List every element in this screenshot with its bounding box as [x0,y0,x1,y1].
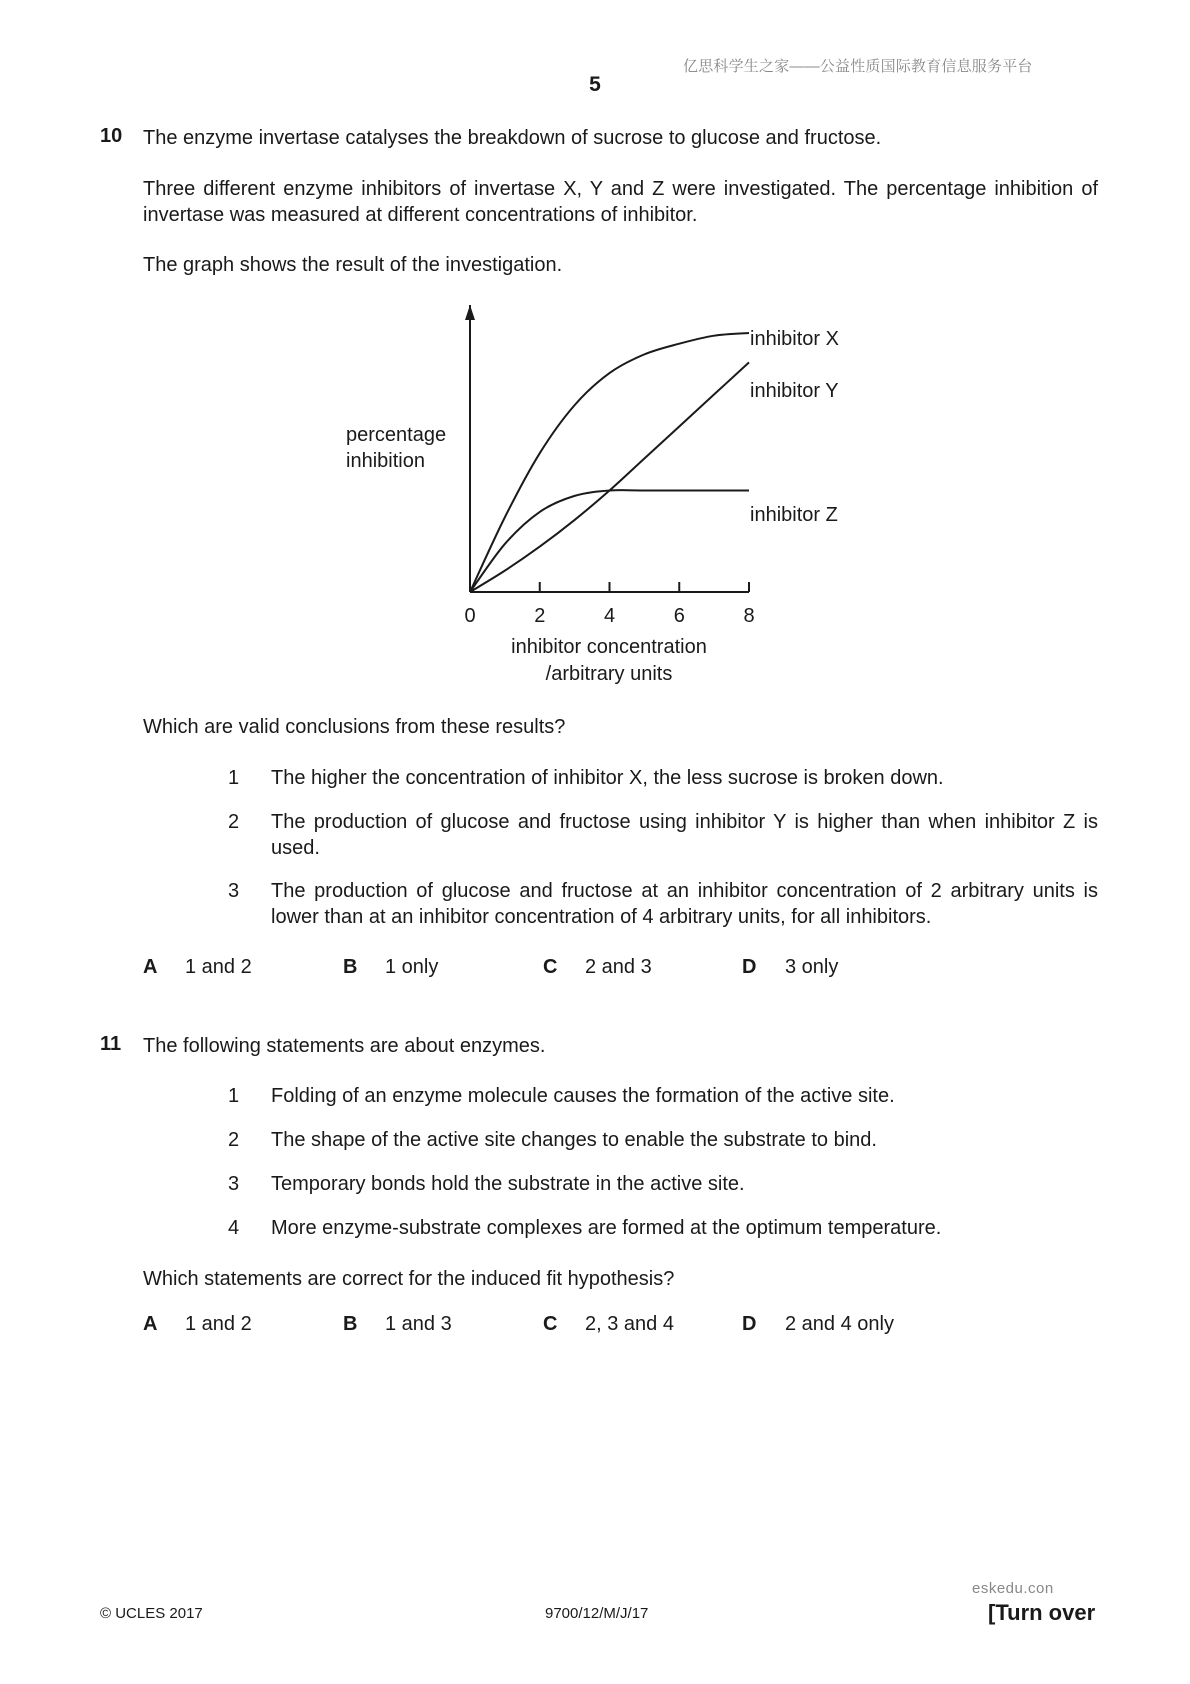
q11-statement-2-number: 2 [228,1129,240,1151]
series-line-inhibitor-x [470,333,749,592]
q10-option-b-letter[interactable]: B [343,956,358,978]
y-axis-arrow [465,305,475,320]
x-axis-tick-labels [464,605,754,627]
footer-paper-code: 9700/12/M/J/17 [545,1605,649,1622]
question-11-number: 11 [100,1033,122,1055]
q10-option-a-text[interactable]: 1 and 2 [185,956,252,978]
q11-option-a-letter[interactable]: A [143,1313,158,1335]
question-10-paragraph-2: Three different enzyme inhibitors of invertase X, Y and Z were investigated. The percentage inhibition of invertase was measured at different concentrations of inhibitor. [143,178,1098,226]
q10-option-c-letter[interactable]: C [543,956,558,978]
series-label-inhibitor-y: inhibitor Y [750,380,839,402]
question-10-paragraph-3: The graph shows the result of the investigation. [143,254,563,276]
q10-statement-2-text: The production of glucose and fructose using inhibitor Y is higher than when inhibitor Z is used. [271,811,1098,859]
x-tick-label-8: 8 [743,605,755,627]
question-11-prompt: Which statements are correct for the induced fit hypothesis? [143,1268,675,1290]
q10-option-d-letter[interactable]: D [742,956,757,978]
q11-option-d-text[interactable]: 2 and 4 only [785,1313,894,1335]
q11-statement-2-text: The shape of the active site changes to enable the substrate to bind. [271,1129,877,1151]
q10-statement-3-number: 3 [228,880,240,902]
footer-copyright: © UCLES 2017 [100,1605,203,1622]
q10-statement-1-number: 1 [228,767,240,789]
question-10-prompt: Which are valid conclusions from these results? [143,716,566,738]
x-tick-label-6: 6 [673,605,685,627]
footer-watermark: eskedu.con [972,1580,1054,1597]
series-label-inhibitor-z: inhibitor Z [750,504,838,526]
q10-option-d-text[interactable]: 3 only [785,956,839,978]
q11-option-c-text[interactable]: 2, 3 and 4 [585,1313,674,1335]
q10-statement-1-text: The higher the concentration of inhibitor X, the less sucrose is broken down. [271,767,944,789]
q11-statement-3-number: 3 [228,1173,240,1195]
q10-option-a-letter[interactable]: A [143,956,158,978]
turn-over-label: [Turn over [988,1600,1096,1625]
y-axis-label-line-1: percentage [346,424,447,446]
x-tick-label-2: 2 [534,605,546,627]
series-label-inhibitor-x: inhibitor X [750,328,839,350]
x-tick-label-4: 4 [603,605,616,627]
q11-statement-4-text: More enzyme-substrate complexes are formed at the optimum temperature. [271,1217,942,1239]
q11-option-d-letter[interactable]: D [742,1313,757,1335]
inhibition-graph [0,295,1190,695]
question-11-intro: The following statements are about enzymes. [143,1035,546,1057]
page-number: 5 [589,73,601,96]
y-axis-label-line-2: inhibition [346,450,425,472]
series-line-inhibitor-y [470,362,749,592]
q10-option-c-text[interactable]: 2 and 3 [585,956,652,978]
q11-option-b-letter[interactable]: B [343,1313,358,1335]
q11-option-c-letter[interactable]: C [543,1313,558,1335]
x-tick-label-0: 0 [464,605,476,627]
x-axis-label-line-1: inhibitor concentration [511,636,707,658]
question-10-intro: The enzyme invertase catalyses the breakdown of sucrose to glucose and fructose. [143,127,882,149]
x-axis-ticks [540,582,749,592]
q11-statement-3-text: Temporary bonds hold the substrate in the active site. [271,1173,745,1195]
q11-option-b-text[interactable]: 1 and 3 [385,1313,452,1335]
q10-statement-3-text: The production of glucose and fructose at an inhibitor concentration of 2 arbitrary units is lower than at an inhibitor concentration of 4 arbitrary units, for all inhibitors. [271,880,1098,928]
header-watermark: 亿思科学生之家——公益性质国际教育信息服务平台 [683,58,1033,75]
x-axis-label-line-2: /arbitrary units [545,663,673,685]
q11-option-a-text[interactable]: 1 and 2 [185,1313,252,1335]
q11-statement-1-text: Folding of an enzyme molecule causes the formation of the active site. [271,1085,895,1107]
question-10-number: 10 [100,125,123,147]
q11-statement-4-number: 4 [228,1217,240,1239]
q10-statement-2-number: 2 [228,811,240,833]
q10-option-b-text[interactable]: 1 only [385,956,439,978]
q11-statement-1-number: 1 [228,1085,240,1107]
